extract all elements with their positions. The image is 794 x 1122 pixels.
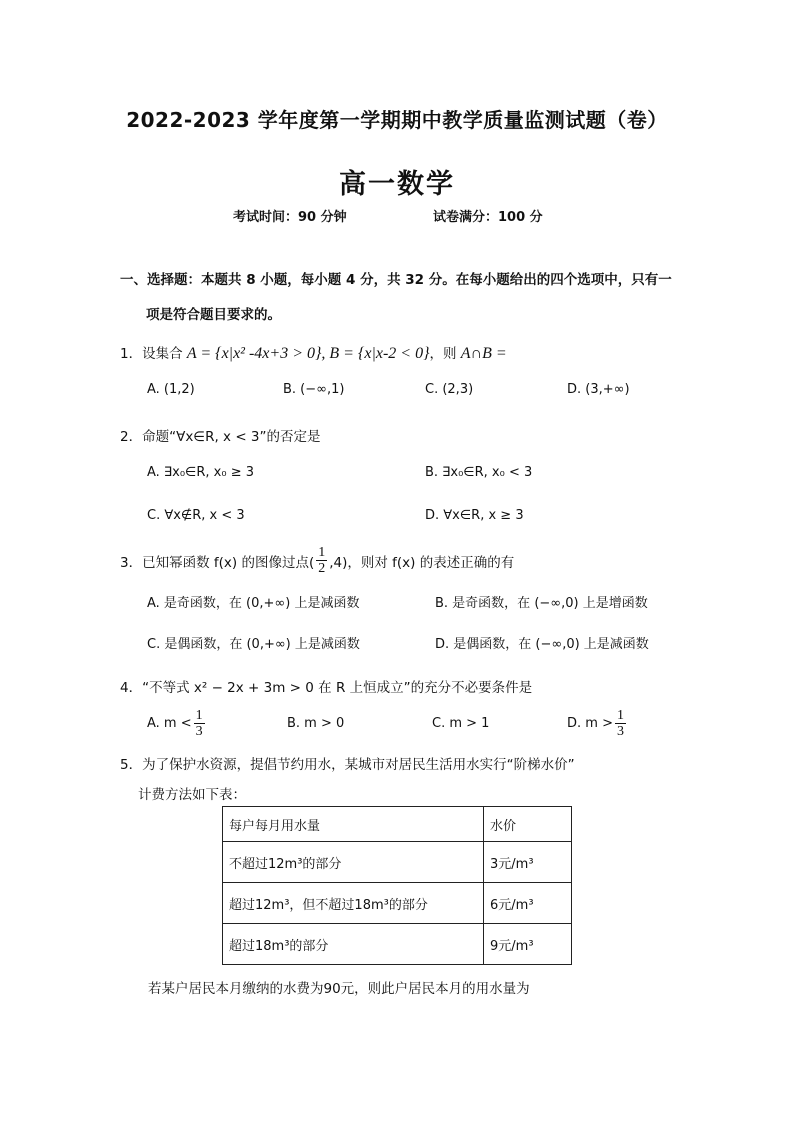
fraction-one-third: $\frac{1}{3}$ — [195, 708, 203, 739]
math-set-definition: A = {x|x² -4x+3 > 0}, B = {x|x-2 < 0} — [186, 345, 430, 362]
table-header-cell: 每户每月用水量 — [223, 807, 484, 842]
question-5-line2: 计费方法如下表： — [138, 787, 246, 803]
table-cell: 9元/m³ — [484, 924, 572, 965]
question-5 — [120, 753, 575, 773]
table-cell: 不超过12m³的部分 — [223, 842, 484, 883]
option-a: A. m < $\frac{1}{3}$ — [147, 708, 203, 739]
option-a: A. 是奇函数，在 (0,+∞) 上是减函数 — [147, 596, 360, 611]
table-cell: 超过12m³，但不超过18m³的部分 — [223, 883, 484, 924]
table-cell: 3元/m³ — [484, 842, 572, 883]
option-b: B. 是奇函数，在 (−∞,0) 上是增函数 — [435, 596, 648, 611]
option-d: D. m > $\frac{1}{3}$ — [567, 708, 624, 739]
question-number: 1． — [120, 346, 143, 362]
question-text: 设集合 — [142, 346, 187, 362]
question-number: 3． — [120, 554, 143, 571]
question-text: ,4)，则对 f(x) 的表述正确的有 — [329, 554, 515, 571]
question-text: 为了保护水资源，提倡节约用水，某城市对居民生活用水实行“阶梯水价” — [142, 757, 575, 773]
option-c: C. (2,3) — [425, 382, 474, 397]
option-b: B. ∃x₀∈R, x₀ < 3 — [425, 465, 533, 480]
question-number: 2． — [120, 429, 143, 445]
option-c: C. ∀x∉R, x < 3 — [147, 508, 245, 523]
question-1 — [120, 342, 507, 363]
table-row — [223, 842, 572, 883]
option-b: B. m > 0 — [287, 716, 345, 731]
question-3 — [120, 545, 514, 576]
table-row — [223, 883, 572, 924]
option-b: B. (−∞,1) — [283, 382, 345, 397]
option-c: C. 是偶函数，在 (0,+∞) 上是减函数 — [147, 637, 360, 652]
question-text: 已知幂函数 f(x) 的图像过点( — [142, 554, 315, 571]
water-price-table — [222, 806, 572, 965]
table-header-cell: 水价 — [484, 807, 572, 842]
option-d: D. 是偶函数，在 (−∞,0) 上是减函数 — [435, 637, 649, 652]
table-row — [223, 924, 572, 965]
option-d: D. (3,+∞) — [567, 382, 630, 397]
question-text: ，则 — [429, 346, 461, 362]
table-cell: 超过18m³的部分 — [223, 924, 484, 965]
question-number: 4． — [120, 680, 143, 696]
option-a: A. (1,2) — [147, 382, 195, 397]
question-2 — [120, 425, 321, 445]
question-text: “不等式 x² − 2x + 3m > 0 在 R 上恒成立”的充分不必要条件是 — [142, 680, 533, 696]
exam-full-score: 试卷满分：100 分 — [433, 210, 543, 225]
question-4 — [120, 676, 532, 696]
subject-title: 高一数学 — [339, 169, 455, 200]
option-d: D. ∀x∈R, x ≥ 3 — [425, 508, 524, 523]
question-text: 命题“∀x∈R, x < 3”的否定是 — [142, 429, 321, 445]
fraction-one-half: $\frac{1}{2}$ — [318, 545, 326, 576]
table-header-row — [223, 807, 572, 842]
section-heading-line1: 一、选择题：本题共 8 小题，每小题 4 分，共 32 分。在每小题给出的四个选项中，只有一 — [120, 272, 672, 288]
option-c: C. m > 1 — [432, 716, 490, 731]
exam-time: 考试时间：90 分钟 — [233, 210, 347, 225]
table-cell: 6元/m³ — [484, 883, 572, 924]
option-a: A. ∃x₀∈R, x₀ ≥ 3 — [147, 465, 255, 480]
exam-title: 2022-2023 学年度第一学期期中教学质量监测试题（卷） — [126, 108, 668, 132]
question-5-continuation: 若某户居民本月缴纳的水费为90元，则此户居民本月的用水量为 — [148, 981, 530, 997]
fraction-one-third: $\frac{1}{3}$ — [616, 708, 624, 739]
math-expression: A∩B = — [460, 345, 507, 362]
question-number: 5． — [120, 757, 143, 773]
section-heading-line2: 项是符合题目要求的。 — [146, 307, 281, 323]
